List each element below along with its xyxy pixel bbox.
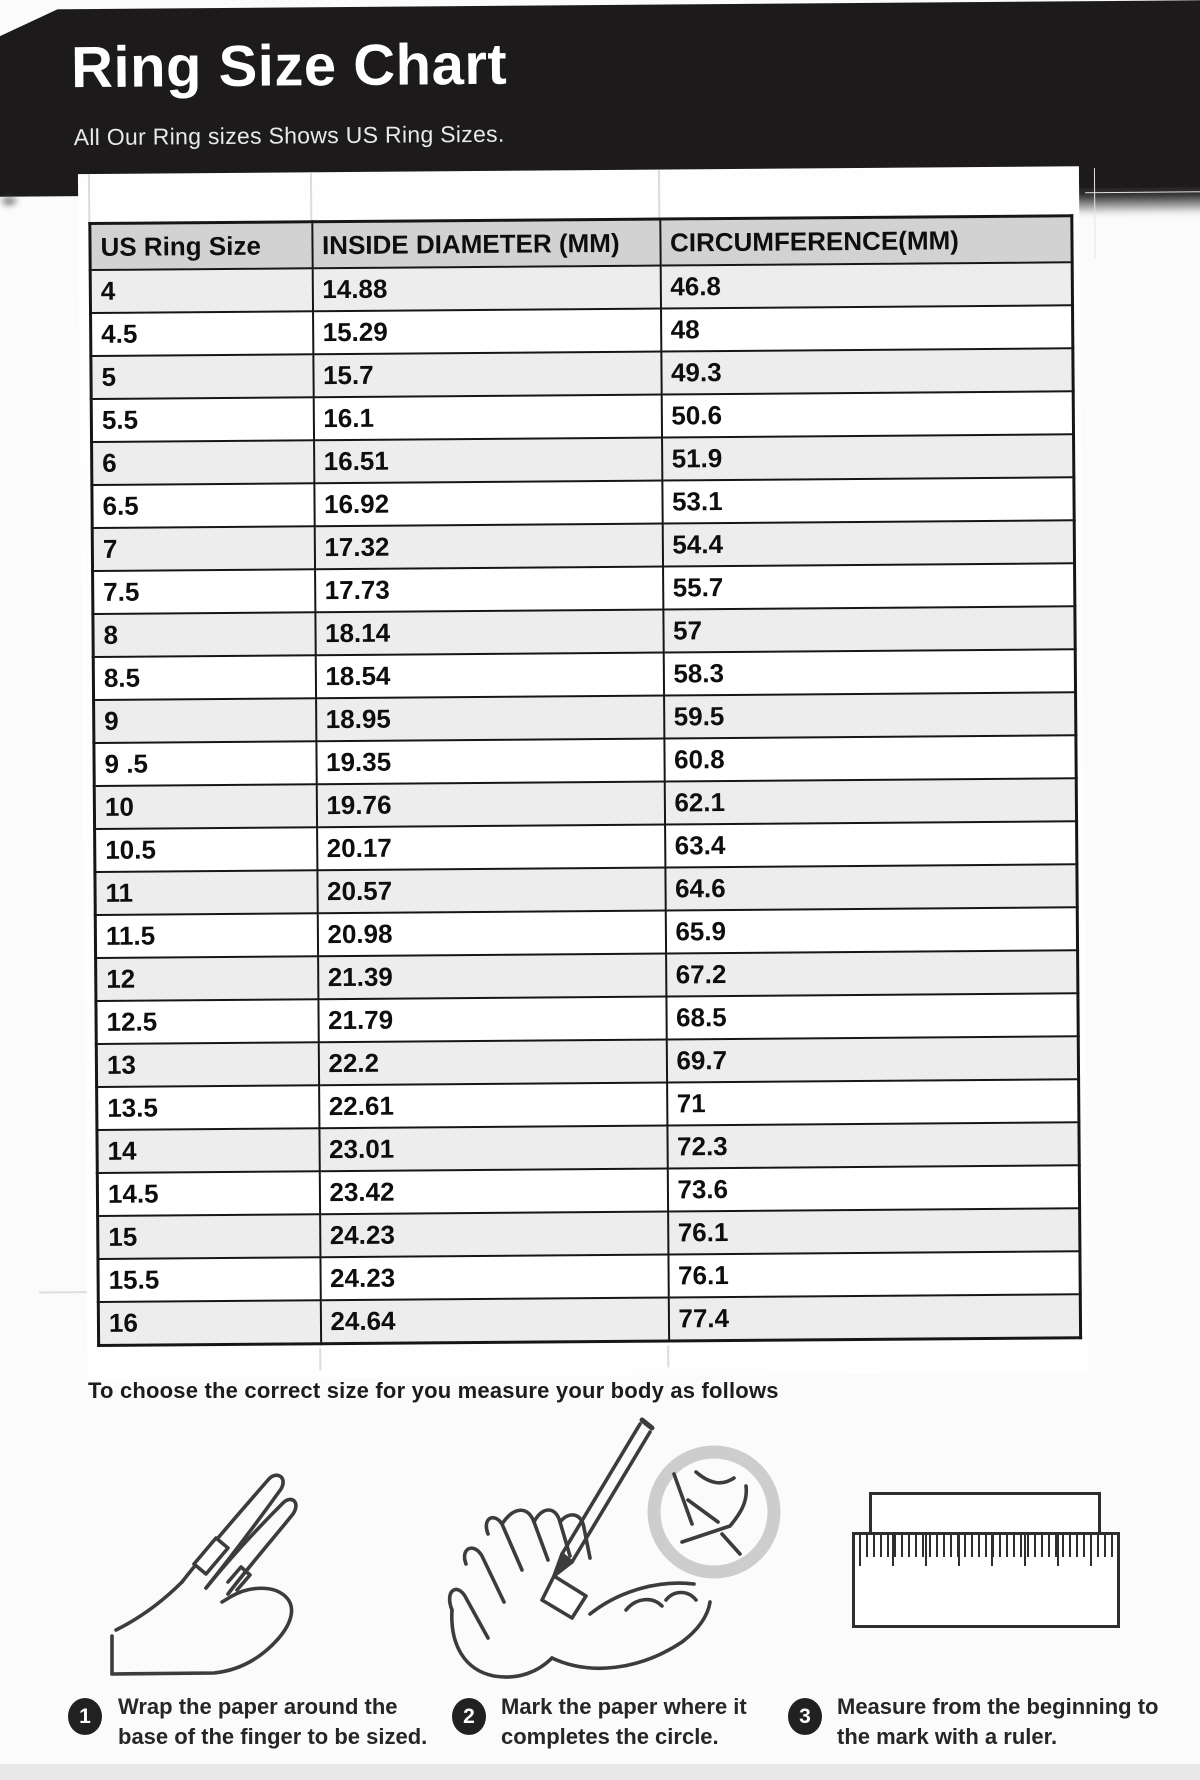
table-cell: 15.7 <box>313 352 661 398</box>
table-cell: 58.3 <box>663 649 1075 695</box>
table-cell: 5 <box>91 354 313 399</box>
page-title: Ring Size Chart <box>70 31 508 101</box>
step-1-text: Wrap the paper around the base of the finger to be sized. <box>118 1694 428 1749</box>
table-cell: 16.92 <box>314 481 662 527</box>
table-row <box>92 477 1074 528</box>
table-cell: 19.76 <box>316 782 664 828</box>
step-3-text: Measure from the beginning to the mark with a ruler. <box>837 1694 1159 1749</box>
table-cell: 64.6 <box>665 864 1077 910</box>
table-cell: 23.01 <box>319 1126 667 1172</box>
table-cell: 16.51 <box>314 438 662 484</box>
table-cell: 13 <box>96 1042 318 1087</box>
table-cell: 54.4 <box>662 520 1074 566</box>
ruler-ticks <box>859 1535 1113 1566</box>
table-row <box>95 864 1077 915</box>
table-cell: 46.8 <box>660 262 1072 308</box>
table-cell: 19.35 <box>316 739 664 785</box>
table-row <box>91 391 1073 442</box>
table-row <box>95 907 1077 958</box>
table-cell: 57 <box>663 606 1075 652</box>
table-cell: 15.29 <box>313 309 661 355</box>
gridline-artifact <box>658 170 660 218</box>
table-cell: 18.54 <box>315 653 663 699</box>
table-cell: 50.6 <box>661 391 1073 437</box>
table-cell: 14.88 <box>312 266 660 312</box>
table-cell: 16 <box>98 1300 320 1345</box>
gridline-artifact <box>39 1291 87 1293</box>
gridline-artifact <box>319 1348 321 1370</box>
table-row <box>97 1122 1079 1173</box>
table-row <box>94 735 1076 786</box>
table-cell: 60.8 <box>664 735 1076 781</box>
table-cell: 9 .5 <box>94 741 316 786</box>
table-cell: 21.79 <box>318 997 666 1043</box>
table-cell: 59.5 <box>664 692 1076 738</box>
table-cell: 49.3 <box>661 348 1073 394</box>
table-row <box>91 348 1073 399</box>
table-cell: 6 <box>92 440 314 485</box>
table-row <box>98 1294 1080 1345</box>
step-1-badge: 1 <box>68 1698 102 1735</box>
table-cell: 15.5 <box>98 1257 320 1302</box>
column-header-us-ring-size: US Ring Size <box>90 222 312 270</box>
table-cell: 20.57 <box>317 868 665 914</box>
table-row <box>98 1251 1080 1302</box>
bottom-edge-strip <box>0 1764 1200 1780</box>
table-cell: 12 <box>96 956 318 1001</box>
table-cell: 7 <box>92 526 314 571</box>
table-row <box>93 606 1075 657</box>
ruler-shape <box>852 1532 1120 1628</box>
table-cell: 62.1 <box>664 778 1076 824</box>
table-cell: 10 <box>94 784 316 829</box>
table-row <box>95 821 1077 872</box>
page-subtitle: All Our Ring sizes Shows US Ring Sizes. <box>73 120 505 151</box>
table-cell: 24.23 <box>320 1254 668 1300</box>
table-cell: 69.7 <box>666 1036 1078 1082</box>
table-cell: 10.5 <box>95 827 317 872</box>
size-table-body <box>90 262 1080 1345</box>
table-row <box>98 1208 1080 1259</box>
table-cell: 23.42 <box>319 1169 667 1215</box>
table-row <box>93 649 1075 700</box>
table-cell: 73.6 <box>667 1165 1079 1211</box>
gridline-artifact <box>310 172 312 220</box>
table-row <box>92 520 1074 571</box>
table-cell: 18.14 <box>315 610 663 656</box>
table-cell: 5.5 <box>91 397 313 442</box>
table-cell: 24.23 <box>320 1212 668 1258</box>
step-2-badge: 2 <box>452 1698 486 1735</box>
table-cell: 76.1 <box>668 1208 1080 1254</box>
table-cell: 48 <box>661 305 1073 351</box>
table-cell: 63.4 <box>665 821 1077 867</box>
table-row <box>96 950 1078 1001</box>
table-row <box>94 692 1076 743</box>
table-cell: 11 <box>95 870 317 915</box>
table-row <box>91 305 1073 356</box>
table-cell: 11.5 <box>95 913 317 958</box>
table-row <box>96 993 1078 1044</box>
table-cell: 67.2 <box>666 950 1078 996</box>
hand-with-paper-strip-icon <box>92 1424 362 1692</box>
table-row <box>93 563 1075 614</box>
table-cell: 8 <box>93 612 315 657</box>
table-cell: 68.5 <box>666 993 1078 1039</box>
step-3-badge: 3 <box>788 1698 822 1735</box>
table-cell: 77.4 <box>668 1294 1080 1341</box>
corner-artifact <box>0 190 54 242</box>
table-cell: 51.9 <box>662 434 1074 480</box>
table-row <box>90 262 1072 313</box>
table-cell: 16.1 <box>313 395 661 441</box>
table-cell: 7.5 <box>93 569 315 614</box>
table-cell: 9 <box>94 698 316 743</box>
table-cell: 72.3 <box>667 1122 1079 1168</box>
table-cell: 18.95 <box>316 696 664 742</box>
ruler-icon <box>852 1492 1132 1638</box>
step-2-text: Mark the paper where it completes the circle. <box>501 1694 747 1749</box>
table-cell: 76.1 <box>668 1251 1080 1297</box>
table-cell: 55.7 <box>663 563 1075 609</box>
table-row <box>94 778 1076 829</box>
gridline-artifact <box>667 1345 669 1367</box>
table-cell: 53.1 <box>662 477 1074 523</box>
table-cell: 6.5 <box>92 483 314 528</box>
column-header-inside-diameter: INSIDE DIAMETER (MM) <box>312 219 660 268</box>
table-cell: 4 <box>90 268 312 313</box>
table-cell: 24.64 <box>320 1297 668 1343</box>
corner-artifact <box>1062 178 1200 221</box>
table-cell: 17.32 <box>314 524 662 570</box>
table-cell: 71 <box>667 1079 1079 1125</box>
gridline-artifact <box>88 174 90 222</box>
table-row <box>97 1165 1079 1216</box>
table-row <box>96 1036 1078 1087</box>
table-cell: 20.98 <box>317 911 665 957</box>
table-cell: 14 <box>97 1128 319 1173</box>
table-cell: 4.5 <box>91 311 313 356</box>
table-row <box>97 1079 1079 1130</box>
table-cell: 65.9 <box>665 907 1077 953</box>
table-header-row <box>90 216 1072 270</box>
table-cell: 14.5 <box>97 1171 319 1216</box>
ring-size-table <box>88 214 1082 1347</box>
table-cell: 17.73 <box>315 567 663 613</box>
table-cell: 12.5 <box>96 999 318 1044</box>
spreadsheet-panel <box>78 166 1088 1380</box>
table-cell: 13.5 <box>97 1085 319 1130</box>
table-cell: 15 <box>98 1214 320 1259</box>
table-cell: 22.61 <box>319 1083 667 1129</box>
table-cell: 22.2 <box>318 1040 666 1086</box>
hands-marking-with-pencil-icon <box>430 1414 790 1706</box>
table-cell: 21.39 <box>318 954 666 1000</box>
column-header-circumference: CIRCUMFERENCE(MM) <box>660 216 1072 266</box>
table-row <box>92 434 1074 485</box>
table-cell: 20.17 <box>317 825 665 871</box>
table-cell: 8.5 <box>93 655 315 700</box>
measure-instructions-heading: To choose the correct size for you measure your body as follows <box>88 1378 779 1403</box>
